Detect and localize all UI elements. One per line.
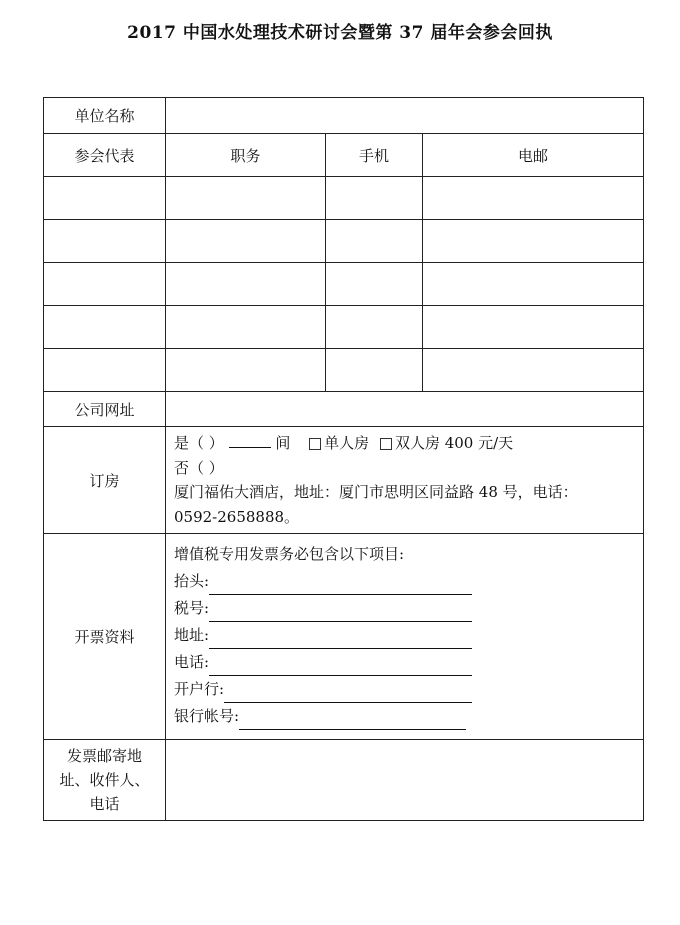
- single-room-checkbox[interactable]: [309, 438, 321, 450]
- delegate-row: [44, 306, 644, 349]
- delegate-position-field[interactable]: [166, 349, 326, 392]
- delegate-row: [44, 349, 644, 392]
- room-yes-line: [174, 431, 635, 456]
- delegate-position-field[interactable]: [166, 177, 326, 220]
- room-booking-row: [44, 427, 644, 534]
- invoice-field-account: 银行帐号:: [174, 703, 635, 730]
- delegate-position-field[interactable]: [166, 263, 326, 306]
- hotel-info-line-2: 0592-2658888。: [174, 507, 300, 526]
- delegate-name-field[interactable]: [44, 177, 166, 220]
- delegate-name-field[interactable]: [44, 263, 166, 306]
- delegate-mobile-field[interactable]: [326, 177, 423, 220]
- room-label: 订房: [44, 427, 166, 534]
- invoice-cell: [166, 534, 644, 740]
- website-row: [44, 392, 644, 427]
- delegate-name-field[interactable]: [44, 220, 166, 263]
- invoice-field-phone: 电话:: [174, 649, 635, 676]
- delegate-mobile-field[interactable]: [326, 306, 423, 349]
- invoice-address-input[interactable]: [209, 631, 472, 649]
- delegate-header-row: [44, 134, 644, 177]
- delegate-name-field[interactable]: [44, 306, 166, 349]
- invoice-account-input[interactable]: [239, 712, 466, 730]
- invoice-note: 增值税专用发票务必包含以下项目:: [174, 545, 405, 564]
- delegate-mobile-field[interactable]: [326, 220, 423, 263]
- delegate-position-field[interactable]: [166, 220, 326, 263]
- invoice-field-address: 地址:: [174, 622, 635, 649]
- delegate-email-field[interactable]: [423, 220, 644, 263]
- double-room-label: 双人房 400 元/天: [394, 434, 514, 452]
- registration-form-table: [43, 97, 644, 821]
- delegate-mobile-field[interactable]: [326, 263, 423, 306]
- delegate-email-field[interactable]: [423, 263, 644, 306]
- invoice-bank-input[interactable]: [224, 685, 472, 703]
- invoice-header-input[interactable]: [209, 577, 472, 595]
- unit-name-field[interactable]: [166, 98, 644, 134]
- delegate-mobile-field[interactable]: [326, 349, 423, 392]
- invoice-phone-input[interactable]: [209, 658, 472, 676]
- mailing-label: [44, 740, 166, 821]
- delegate-email-field[interactable]: [423, 349, 644, 392]
- hotel-info-line-1: 厦门福佑大酒店，地址：厦门市思明区同益路 48 号，电话：: [174, 483, 578, 502]
- mailing-label-line-2: 址、收件人、: [59, 771, 150, 790]
- mailing-label-line-3: 电话: [89, 795, 120, 814]
- mailing-field[interactable]: [166, 740, 644, 821]
- invoice-field-bank: 开户行:: [174, 676, 635, 703]
- unit-name-row: [44, 98, 644, 134]
- website-field[interactable]: [166, 392, 644, 427]
- room-no-option[interactable]: 否（ ）: [174, 458, 224, 477]
- delegate-position-field[interactable]: [166, 306, 326, 349]
- invoice-tax-id-input[interactable]: [209, 604, 472, 622]
- delegate-row: [44, 177, 644, 220]
- delegate-email-field[interactable]: [423, 306, 644, 349]
- invoice-field-tax-id: 税号:: [174, 595, 635, 622]
- delegate-name-field[interactable]: [44, 349, 166, 392]
- delegate-label: 参会代表: [44, 134, 166, 177]
- invoice-row: [44, 534, 644, 740]
- delegate-row: [44, 220, 644, 263]
- unit-name-label: 单位名称: [44, 98, 166, 134]
- room-count-blank[interactable]: [229, 433, 271, 448]
- single-room-label: 单人房: [324, 434, 370, 452]
- delegate-row: [44, 263, 644, 306]
- website-label: 公司网址: [44, 392, 166, 427]
- mobile-column-header: 手机: [326, 134, 423, 177]
- mailing-label-line-1: 发票邮寄地: [66, 747, 142, 766]
- invoice-label: 开票资料: [44, 534, 166, 740]
- room-booking-cell: [166, 427, 644, 534]
- position-column-header: 职务: [166, 134, 326, 177]
- email-column-header: 电邮: [423, 134, 644, 177]
- room-yes-option[interactable]: 是（ ）: [174, 434, 224, 452]
- page-title: 2017 中国水处理技术研讨会暨第 37 届年会参会回执: [127, 23, 553, 43]
- room-unit-text: 间: [275, 434, 291, 452]
- double-room-checkbox[interactable]: [380, 438, 392, 450]
- invoice-field-header: 抬头:: [174, 568, 635, 595]
- delegate-email-field[interactable]: [423, 177, 644, 220]
- mailing-row: [44, 740, 644, 821]
